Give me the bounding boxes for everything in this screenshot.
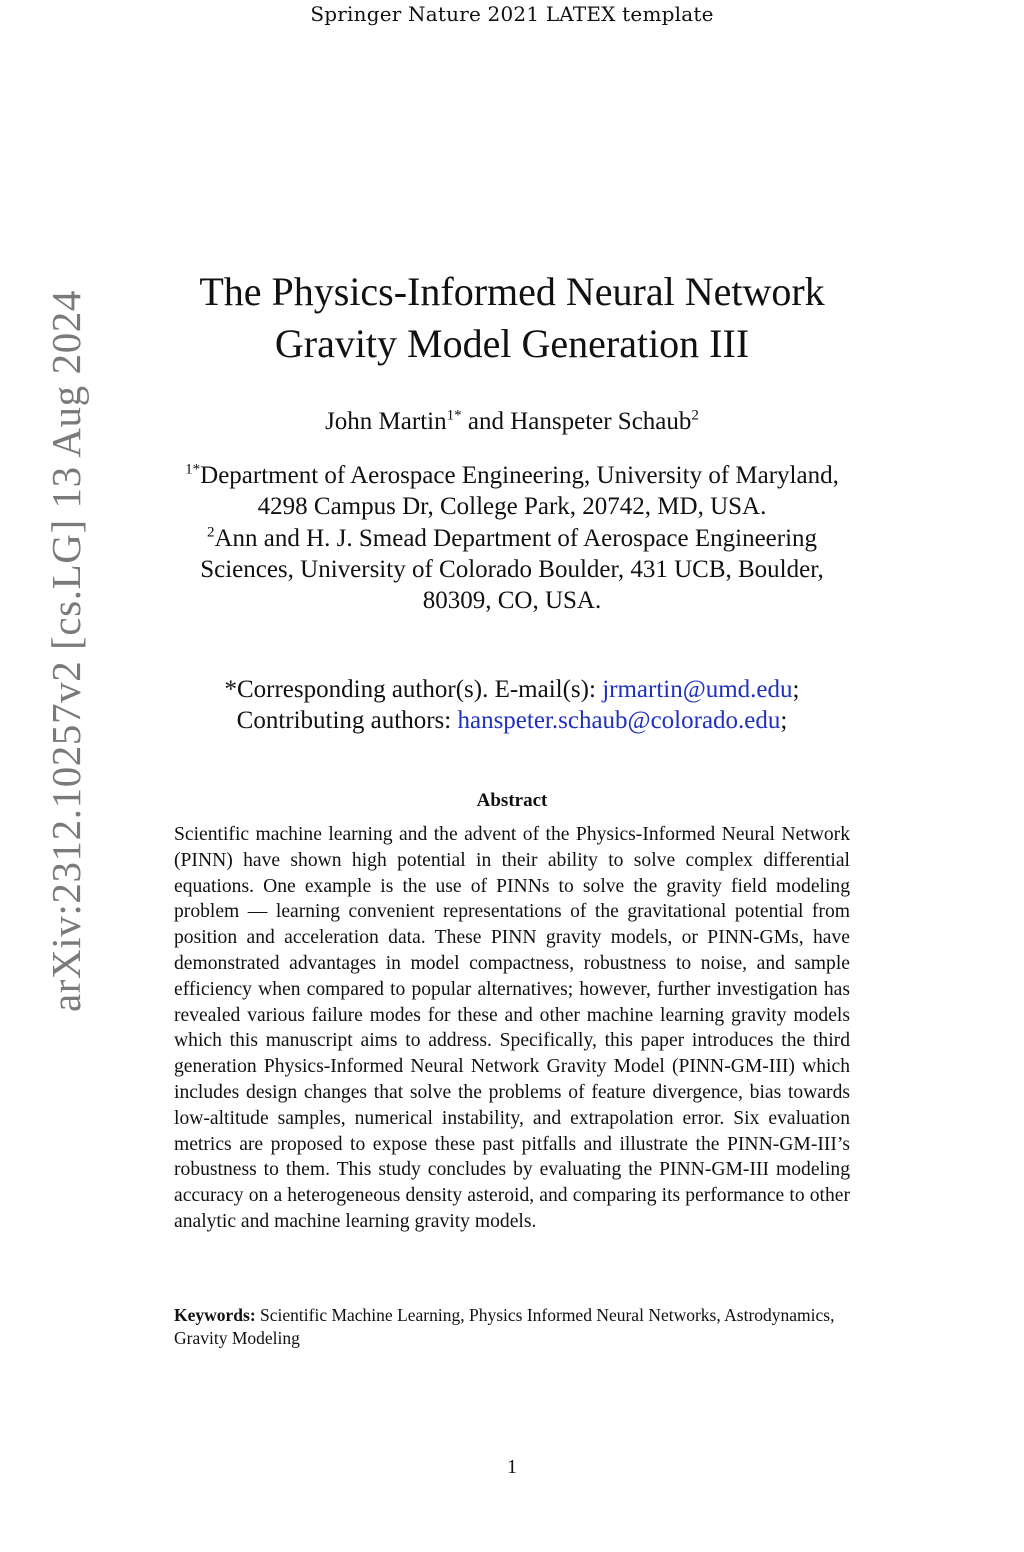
- paper-title: [140, 266, 884, 370]
- affiliation-mark: 2: [691, 407, 699, 424]
- separator: ;: [792, 676, 800, 703]
- running-head-suffix: template: [615, 2, 714, 26]
- author-name: Hanspeter Schaub: [510, 408, 692, 435]
- affiliation-mark: 1*: [446, 407, 462, 424]
- title-line-2: Gravity Model Generation III: [274, 321, 750, 366]
- latex-logo: LATEX: [545, 2, 616, 26]
- author-list: [140, 408, 884, 436]
- separator: ;: [780, 707, 788, 734]
- corresponding-label: *Corresponding author(s). E-mail(s):: [224, 676, 603, 703]
- keywords: [174, 1304, 850, 1350]
- keywords-label: Keywords:: [174, 1305, 256, 1325]
- affiliation-line: 80309, CO, USA.: [422, 587, 602, 614]
- author-conjunction: and: [461, 408, 511, 435]
- affiliation-mark: 1*: [185, 461, 201, 478]
- arxiv-side-stamp: [42, 192, 89, 1012]
- arxiv-identifier[interactable]: arXiv:2312.10257v2 [cs.LG] 13 Aug 2024: [43, 289, 89, 1012]
- correspondence-block: [130, 674, 894, 736]
- affiliation-line: Ann and H. J. Smead Department of Aerospace Engineering: [214, 525, 818, 552]
- contributing-label: Contributing authors:: [236, 707, 458, 734]
- affiliation-line: Sciences, University of Colorado Boulder, 431 UCB, Boulder,: [200, 556, 824, 583]
- title-line-1: The Physics-Informed Neural Network: [199, 269, 825, 314]
- running-header: [0, 2, 1024, 26]
- affiliation-line: 4298 Campus Dr, College Park, 20742, MD, USA.: [257, 493, 767, 520]
- keywords-list: Scientific Machine Learning, Physics Informed Neural Networks, Astrodynamics, Gravity Modeling: [174, 1305, 835, 1348]
- affiliation-2: [130, 523, 894, 616]
- affiliation-1: [130, 460, 894, 522]
- affiliation-line: Department of Aerospace Engineering, University of Maryland,: [200, 462, 839, 489]
- corresponding-email-link[interactable]: jrmartin@umd.edu: [602, 676, 793, 703]
- abstract-text: Scientific machine learning and the advent of the Physics-Informed Neural Network (PINN) have shown high potential in their ability to solve complex differential equations. One example is the use of PINNs to solve the gravity field modeling problem — learning convenient representations of the gravitational potential from position and acceleration data. These PINN gravity models, or PINN-GMs, have demonstrated advantages in model compactness, robustness to noise, and sample efficiency when compared to popular alternatives; however, further investigation has revealed various failure modes for these and other machine learning gravity models which this manuscript aims to address. Specifically, this paper introduces the third generation Physics-Informed Neural Network Gravity Model (PINN-GM-III) which includes design changes that solve the problems of feature divergence, bias towards low-altitude samples, numerical instability, and extrapolation error. Six evaluation metrics are proposed to expose these past pitfalls and illustrate the PINN-GM-III’s robustness to them. This study concludes by evaluating the PINN-GM-III modeling accuracy on a heterogeneous density asteroid, and comparing its performance to other analytic and machine learning gravity models.: [174, 824, 850, 1232]
- author-name: John Martin: [325, 408, 447, 435]
- running-head-prefix: Springer Nature 2021: [310, 2, 546, 26]
- abstract-heading: Abstract: [476, 790, 548, 811]
- contributing-email-link[interactable]: hanspeter.schaub@colorado.edu: [457, 707, 781, 734]
- page-number: 1: [507, 1456, 517, 1478]
- affiliation-mark: 2: [206, 524, 215, 541]
